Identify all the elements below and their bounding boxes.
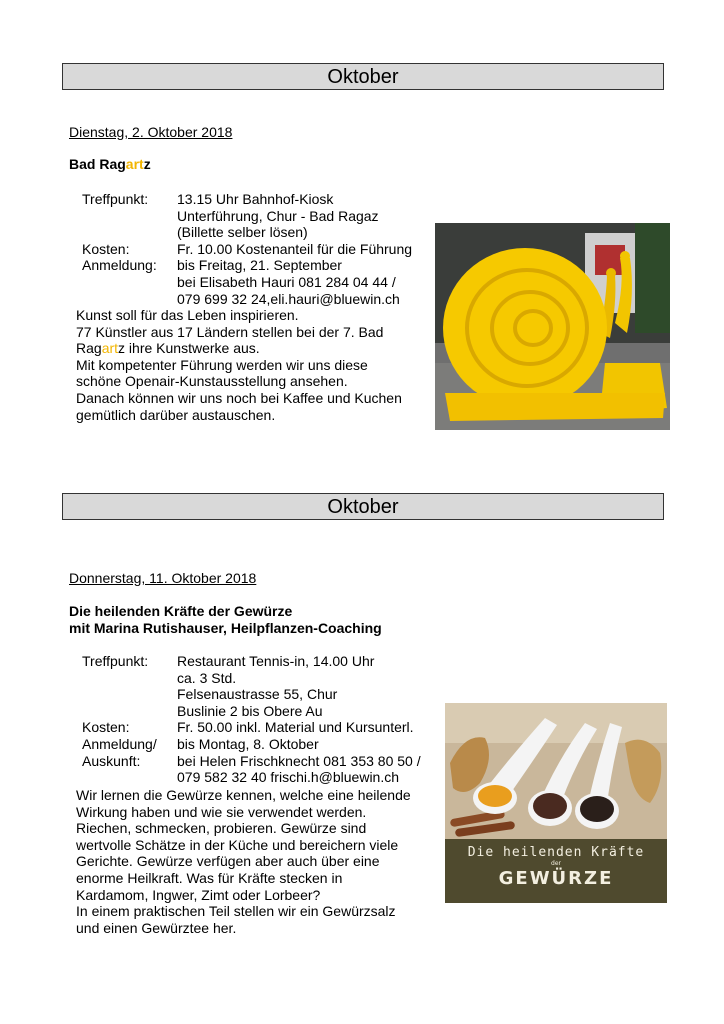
detail-row: Buslinie 2 bis Obere Au — [177, 702, 323, 719]
detail-row: Treffpunkt: Restaurant Tennis-in, 14.00 Uhr — [82, 653, 375, 669]
event-date: Dienstag, 2. Oktober 2018 — [69, 124, 233, 140]
detail-row: Treffpunkt: 13.15 Uhr Bahnhof-Kiosk — [82, 191, 334, 207]
snail-sculpture-photo — [435, 223, 670, 430]
detail-row: (Billette selber lösen) — [177, 224, 308, 241]
detail-row: Anmeldung/ bis Montag, 8. Oktober — [82, 735, 319, 752]
detail-row: bei Elisabeth Hauri 081 284 04 44 / — [177, 273, 396, 290]
detail-row: Kosten: Fr. 10.00 Kostenanteil für die Führung — [82, 240, 413, 257]
detail-row: Kosten: Fr. 50.00 inkl. Material und Kursunterl. — [82, 719, 414, 736]
event-date: Donnerstag, 11. Oktober 2018 — [69, 570, 257, 586]
spices-course-image — [445, 703, 667, 903]
image-caption-line1: Die heilenden Kräfte — [467, 845, 645, 860]
event-description: Wir lernen die Gewürze kennen, welche eine heilende Wirkung haben und wie sie verwendet werden. Riechen, schmecken, probieren. Gewürze sind wertvolle Schätze in der Küche und bereichern viele Gerichte. Gewürze verfügen aber auch über eine enorme Heilkraft. Was für Kräfte stecken in Kardamom, Ingwer, Zimt oder Lorbeer? In einem praktischen Teil stellen wir ein Gewürzsalz und einen Gewürztee her. — [76, 787, 411, 936]
event-title: Bad Ragartz — [69, 156, 151, 172]
month-header: Oktober — [62, 63, 664, 90]
detail-row: 079 582 32 40 frischi.h@bluewin.ch — [177, 769, 400, 786]
detail-row: Anmeldung: bis Freitag, 21. September — [82, 257, 342, 274]
image-caption-line2: der — [551, 860, 561, 867]
month-header: Oktober — [62, 493, 664, 520]
event-title: Die heilenden Kräfte der Gewürze mit Marina Rutishauser, Heilpflanzen-Coaching — [69, 603, 382, 636]
detail-row: 079 699 32 24,eli.hauri@bluewin.ch — [177, 290, 400, 307]
event-details — [82, 191, 412, 307]
event-description: Kunst soll für das Leben inspirieren. 77 Künstler aus 17 Ländern stellen bei der 7. Bad Ragartz ihre Kunstwerke aus. Mit kompetenter Führung werden wir uns diese schöne Openair-Kunstausstellung ansehen. Danach können wir uns noch bei Kaffee und Kuchen gemütlich darüber austauschen. — [76, 307, 402, 423]
detail-row: Auskunft: bei Helen Frischknecht 081 353 80 50 / — [82, 752, 421, 769]
detail-row: ca. 3 Std. — [177, 669, 237, 686]
event-details — [82, 653, 421, 786]
image-caption-line3: GEWÜRZE — [498, 868, 614, 889]
detail-row: Felsenaustrasse 55, Chur — [177, 686, 338, 703]
detail-row: Unterführung, Chur - Bad Ragaz — [177, 207, 379, 224]
